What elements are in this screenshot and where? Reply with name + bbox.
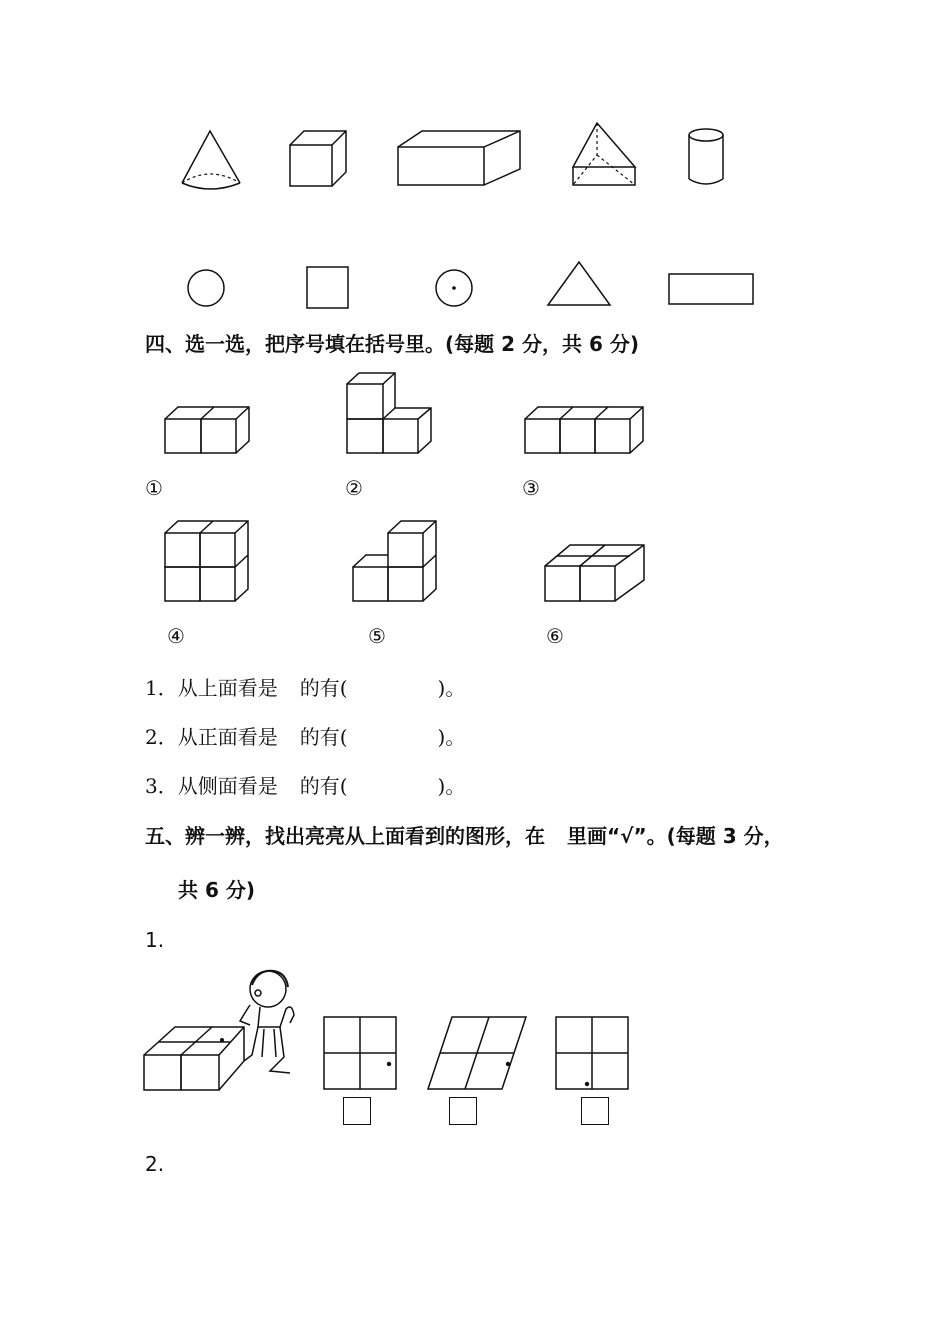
item-2-number: 2. xyxy=(145,1152,165,1176)
figure-1 xyxy=(160,400,255,460)
label-1: ① xyxy=(145,476,163,500)
rectangle-shape xyxy=(669,274,753,304)
item-1-cubes-with-boy xyxy=(140,965,300,1095)
question-3-close: )。 xyxy=(437,774,466,798)
figure-4 xyxy=(160,515,255,610)
plane-shapes-row xyxy=(180,255,770,315)
question-1-prefix: 1．从上面看是 xyxy=(145,676,278,700)
question-2 xyxy=(145,721,465,750)
triangular-prism-shape xyxy=(573,123,635,185)
section-5-title-part2: 里画“√”。(每题 3 分， xyxy=(567,824,784,848)
question-3-suffix: 的有( xyxy=(299,774,348,798)
square-shape xyxy=(307,267,348,308)
option-c-checkbox[interactable] xyxy=(581,1097,609,1125)
question-2-prefix: 2．从正面看是 xyxy=(145,725,278,749)
figure-5 xyxy=(348,515,443,610)
triangle-shape xyxy=(548,262,610,305)
figure-3 xyxy=(520,400,650,460)
question-3-prefix: 3．从侧面看是 xyxy=(145,774,278,798)
question-2-suffix: 的有( xyxy=(299,725,348,749)
label-6: ⑥ xyxy=(546,624,564,648)
question-2-close: )。 xyxy=(437,725,466,749)
label-5: ⑤ xyxy=(368,624,386,648)
figure-6 xyxy=(540,538,655,608)
question-3 xyxy=(145,770,465,799)
cylinder-shape xyxy=(689,129,723,184)
question-1-close: )。 xyxy=(437,676,466,700)
circle-with-center-shape xyxy=(436,270,472,306)
option-a-grid xyxy=(320,1013,402,1093)
section-5-title xyxy=(145,820,784,849)
boy-figure xyxy=(240,971,294,1073)
cone-shape xyxy=(182,131,240,189)
option-a-checkbox[interactable] xyxy=(343,1097,371,1125)
label-2: ② xyxy=(345,476,363,500)
figure-2 xyxy=(340,368,440,460)
solids-row xyxy=(170,115,770,200)
cube-shape xyxy=(290,131,346,186)
item-1-number: 1. xyxy=(145,928,165,952)
question-1 xyxy=(145,672,465,701)
option-c-grid xyxy=(552,1013,634,1093)
section-5-title-line2: 共 6 分) xyxy=(178,878,255,902)
label-4: ④ xyxy=(167,624,185,648)
circle-shape xyxy=(188,270,224,306)
cuboid-shape xyxy=(398,131,520,185)
label-3: ③ xyxy=(522,476,540,500)
option-b-checkbox[interactable] xyxy=(449,1097,477,1125)
section-5-title-part1: 五、辨一辨，找出亮亮从上面看到的图形，在 xyxy=(145,824,545,848)
option-b-parallelogram xyxy=(424,1013,530,1093)
section-4-title: 四、选一选，把序号填在括号里。(每题 2 分，共 6 分) xyxy=(145,332,639,356)
question-1-suffix: 的有( xyxy=(299,676,348,700)
